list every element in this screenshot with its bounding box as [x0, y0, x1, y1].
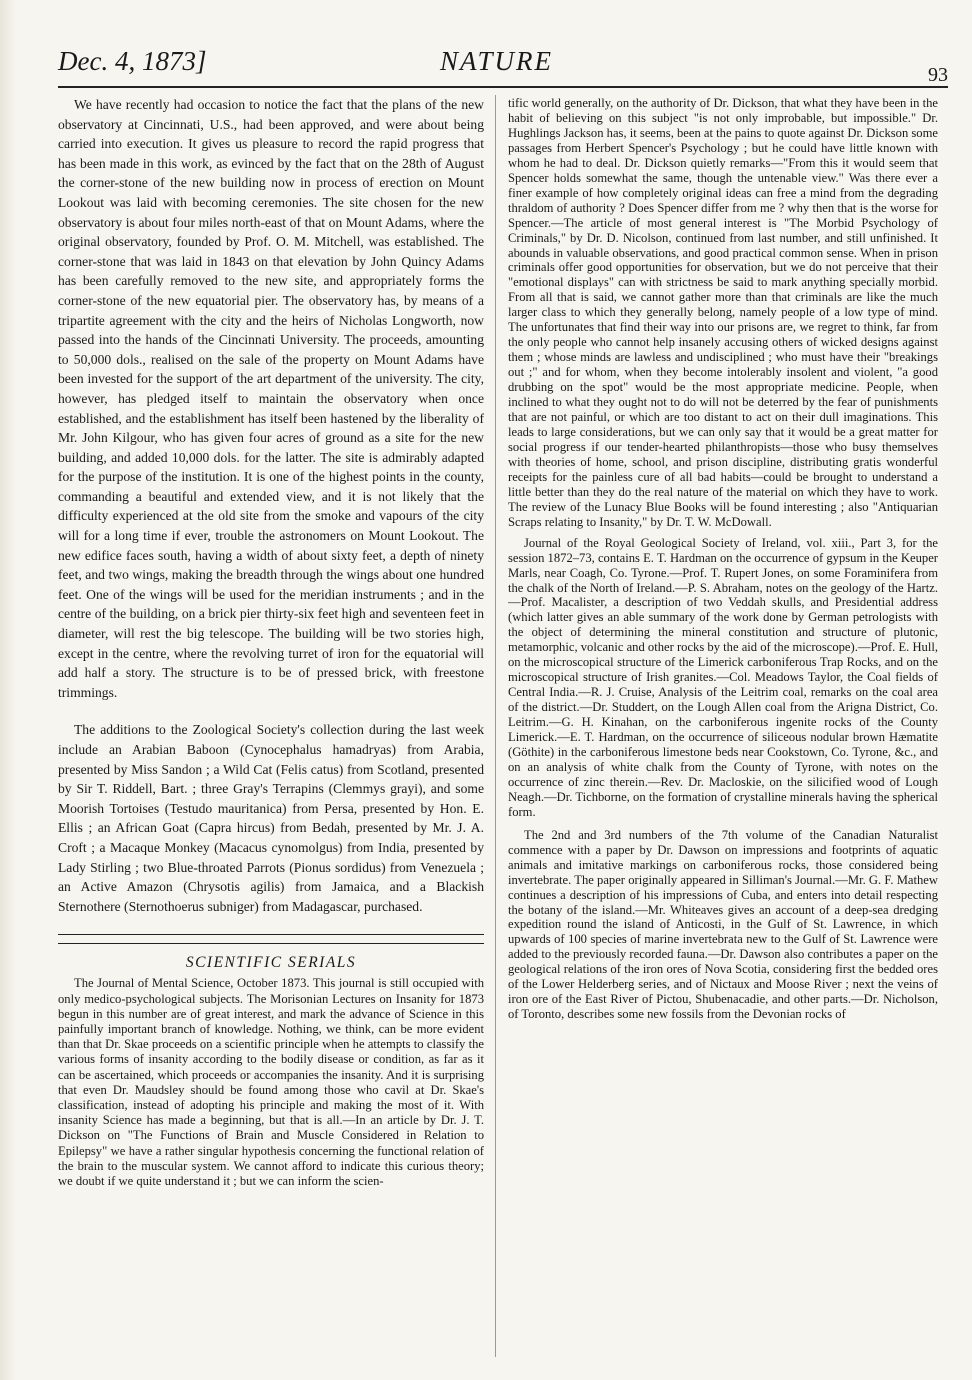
column-divider: [495, 95, 496, 1357]
observatory-paragraph: We have recently had occasion to notice the fact that the plans of the new observatory at Cincinnati, U.S., had been approved, and were about being carried into execution. It gives us pleasure to record the rapid progress that has been made in this work, as evinced by the fact that on the 28th of August the corner-stone of the new building now in process of erection on Mount Lookout was laid with becoming ceremonies. The site chosen for the new observatory is about four miles north-east of that on Mount Adams, where the original observatory, founded by Prof. O. M. Mitchell, was established. The corner-stone that was laid in 1843 on that elevation by John Quincy Adams has been carefully removed to the new site, and appropriately forms the corner-stone of the new equatorial pier. The observatory has, by means of a tripartite agreement with the city and the heirs of Nicholas Longworth, now passed into the hands of the Cincinnati University. The proceeds, amounting to 50,000 dols., realised on the sale of the property on Mount Adams have been invested for the support of the art department of the university. The city, however, has pledged itself to maintain the observatory when once established, and the establishment has itself been hastened by the liberality of Mr. John Kilgour, who has given four acres of ground as a site for the new building, and added 10,000 dols. for the latter. The site is admirably adapted for the purpose of the institution. It is one of the highest points in the county, commanding a beautiful and extended view, and it is not likely that the difficulty experienced at the old site from the smoke and vapours of the city will for a long time if ever, trouble the astronomers on Mount Lookout. The new edifice faces south, having a width of about sixty feet, a depth of ninety feet, and two wings, making the breadth through the wings about one hundred feet. One of the wings will be used for the meridian instruments ; and in the centre of the building, on a brick pier thirty-six feet high and seventeen feet in diameter, will rest the big telescope. The building will be two stories high, except in the centre, where the revolving turret of iron for the equatorial will add half a story. The structure is to be of pressed brick, with freestone trimmings.: [58, 97, 484, 700]
section-title: SCIENTIFIC SERIALS: [185, 954, 357, 972]
page-header: [58, 40, 948, 86]
canadian-naturalist-paragraph: The 2nd and 3rd numbers of the 7th volume of the Canadian Naturalist commence with a paper by Dr. Dawson on impressions and footprints of aquatic animals and imitative markings on carboniferous rocks, those considered being invertebrate. The paper originally appeared in Silliman's Journal.—Mr. G. F. Mathew continues a description of his impressions of Cuba, and enters into detail respecting the botany of the island.—Mr. Whiteaves gives an account of a deep-sea dredging expedition round the island of Anticosti, in the Gulf of St. Lawrence, in which upwards of 100 species of marine invertebrata new to the Gulf of St. Lawrence were added to the previously recorded fauna.—Dr. Dawson also contributes a paper on the geological relations of the iron ores of Nova Scotia, considering first the bedded ores of the Lower Helderberg series, and of Nictaux and Moose River ; next the veins of iron ore of the East River of Pictou, Shubenacadie, and other parts.—Dr. Nicholson, of Toronto, describes some new fossils from the Devonian rocks of: [508, 827, 938, 1022]
page-number: 93: [928, 64, 948, 86]
geological-society-paragraph: Journal of the Royal Geological Society of Ireland, vol. xiii., Part 3, for the session 1872–73, contains E. T. Hardman on the occurrence of gypsum in the Keuper Marls, near Coagh, Co. Tyrone.—Prof. T. Rupert Jones, on some Foraminifera from the chalk of the North of Ireland.—P. S. Abraham, notes on the geology of the Hartz.—Prof. Macalister, a description of two Veddah skulls, and Presidential address (which latter gives an able summary of the work done by German petrologists with the object of determining the mineral constitution and structure of plutonic, metamorphic, volcanic and other rocks by the aid of the microscope).—Prof. E. Hull, on the microscopical structure of the Limerick carboniferous Trap Rocks, and on the microscopical structure of Irish granites.—Col. Meadows Taylor, the Coal fields of Central India.—R. J. Cruise, Analysis of the Leitrim coal, remarks on the coal area of the district.—Dr. Studdert, on the Lough Allen coal from the Arigna District, Co. Leitrim.—G. H. Kinahan, on the carboniferous ingenite rocks of the County Limerick.—E. T. Hardman, on the occurrence of siliceous nodular brown Hæmatite (Göthite) in the carboniferous limestone beds near Cookstown, Co. Tyrone, &c., and on an analysis of white chalk from the County of Tyrone, with notes on the occurrence of zinc therein.—Rev. Dr. Macloskie, on the silicified wood of Lough Neagh.—Dr. Tichborne, on the formation of crystalline minerals having the spherical form.: [508, 535, 938, 819]
mental-science-paragraph: The Journal of Mental Science, October 1873. This journal is still occupied with only medico-psychological subjects. The Morisonian Lectures on Insanity for 1873 begun in this number are of great interest, and mark the advance of Science in this painfully important branch of knowledge. Nothing, we think, can be more evident than that Dr. Skae proceeds on a scientific principle when he attempts to classify the various forms of insanity according to the bodily disease or condition, as far as it can be ascertained, which proceeds or accompanies the insanity. And it is surprising that even Dr. Maudsley should be found among those who cavil at Dr. Skae's classification, instead of adopting his principle and making the most of it. With insanity Science has made a beginning, but that is all.—In an article by Dr. J. T. Dickson on "The Functions of Brain and Muscle Considered in Relation to Epilepsy" we have a rather singular hypothesis concerning the functional relation of the brain to the muscular system. We cannot afford to indicate this curious theory; we doubt if we quite understand it ; but we can inform the scien-: [58, 976, 484, 1188]
right-column: [508, 96, 938, 1358]
continued-paragraph: tific world generally, on the authority of Dr. Dickson, that what they have been in the habit of believing on this subject "is not only improbable, but impossible." Dr. Hughlings Jackson has, it seems, been at the pains to quote against Dr. Dickson some passages from Herbert Spencer's Psychology ; but he could have little known with whom he had to deal. Dr. Dickson quietly remarks—"From this it would seem that Spencer holds somewhat the same, though the untenable view." Was there ever a finer example of how completely original ideas can free a mind from the degrading thraldom of authority ? Does Spencer differ from me ? why then that is the worse for Spencer.—The article of most general interest is "The Morbid Psychology of Criminals," by Dr. D. Nicolson, continued from last number, and still unfinished. It abounds in valuable observations, and good practical common sense. When in prison criminals offer good opportunities for observation, but we do not perceive that their "emotional displays" can with strictness be said to mark anything specially morbid. From all that is said, we cannot gather more than that criminals are like the much larger class to which they generally belong, namely people of a low type of mind. The unfortunates that find their way into our prisons are, we regret to think, far from the only people who cannot help insanely accusing others of wicked designs against them ; whose minds are lawless and undisciplined ; who must have their "breakings out ;" and for whom, when they become intolerably insolent and violent, "a good drubbing on the spot" would be the most appropriate medicine. People, when inclined to what they ought not to do will not be deterred by the fear of punishments that are not painful, or which are too distant to act on their dull imaginations. This leads to large considerations, but we can only say that it would be a great matter for social progress if our tender-hearted philanthropists—those who busy themselves with theories of home, school, and prison discipline, distributing gratis wonderful receipts for the painless cure of all bad habits—could be brought to understand a little better than they do the real nature of the material on which they have to work. The review of the Lunacy Blue Books will be found interesting ; also "Antiquarian Scraps relating to Insanity," by Dr. T. W. McDowall.: [508, 96, 938, 529]
journal-title: NATURE: [440, 46, 553, 76]
zoological-paragraph: The additions to the Zoological Society's collection during the last week include an Arabian Baboon (Cynocephalus hamadryas) from Arabia, presented by Miss Sandon ; a Wild Cat (Felis catus) from Scotland, presented by Sir T. Riddell, Bart. ; three Gray's Terrapins (Clemmys grayi), and some Moorish Tortoises (Testudo mauritanica) from Persa, presented by Hon. E. Ellis ; an African Goat (Capra hircus) from Bedah, presented by Mr. J. A. Croft ; a Macaque Monkey (Macacus cynomolgus) from India, presented by Lady Stirling ; two Blue-throated Parrots (Pionus sordidus) from Venezuela ; an Active Amazon (Chrysotis agilis) from Jamaica, and a Blackish Sternothere (Sternothoerus subniger) from Madagascar, purchased.: [58, 722, 484, 914]
section-rule: [58, 934, 484, 944]
left-column: [58, 95, 484, 1355]
issue-date: Dec. 4, 1873]: [58, 46, 207, 76]
binding-margin: [0, 0, 16, 1380]
header-rule: [58, 86, 948, 88]
